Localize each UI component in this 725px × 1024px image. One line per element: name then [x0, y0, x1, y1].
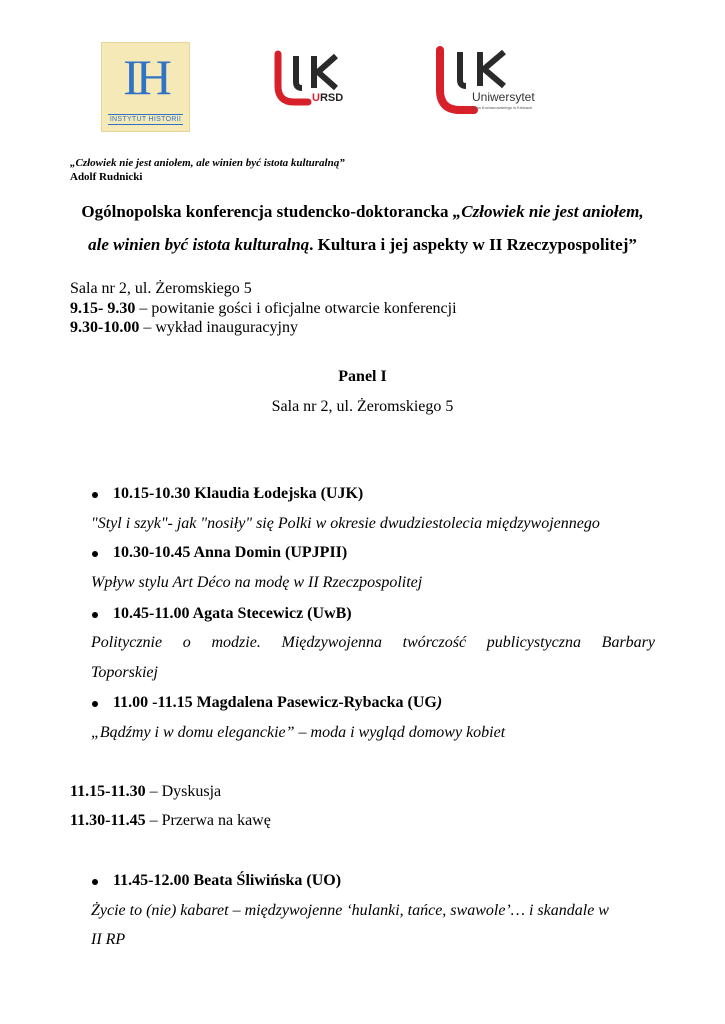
ih-caption: INSTYTUT HISTORII: [109, 116, 182, 123]
opening-time: 9.15- 9.30: [70, 300, 136, 317]
ursd-rest: RSD: [319, 92, 344, 104]
institute-of-history-logo: [101, 42, 190, 132]
break-time: 11.15-11.30: [70, 783, 146, 800]
panel-heading: Panel I: [338, 368, 387, 385]
title-word: twórczość: [402, 634, 467, 651]
schedule-break: [70, 783, 221, 801]
bullet-icon: [92, 879, 98, 885]
break-text: – Przerwa na kawę: [145, 812, 271, 829]
talk-title-line-1: [91, 634, 655, 652]
title-italic-part-2: ale winien być istota kulturalną: [88, 235, 310, 254]
conference-title-line-2: [0, 235, 725, 255]
talk-header: 10.30-10.45 Anna Domin (UPJPII): [113, 544, 348, 561]
university-logo: [434, 46, 536, 118]
title-plain-part-2: . Kultura i jej aspekty w II Rzeczypospolitej”: [309, 235, 637, 254]
title-word: Politycznie: [91, 634, 163, 651]
talk-title-line-1: Życie to (nie) kabaret – międzywojenne ‘hulanki, tańce, swawole’… i skandale w: [91, 902, 609, 919]
talk-title: „Bądźmy i w domu eleganckie” – moda i wygląd domowy kobiet: [91, 724, 506, 741]
title-word: Barbary: [601, 634, 655, 651]
title-plain-part: Ogólnopolska konferencja studencko-doktorancka: [81, 202, 453, 221]
title-word: Międzywojenna: [281, 634, 382, 651]
opening-item: [70, 319, 298, 337]
motto-quote: „Człowiek nie jest aniołem, ale winien być istota kulturalną”: [70, 157, 345, 169]
title-italic-part: „Człowiek nie jest aniołem,: [452, 202, 644, 221]
opening-text: – powitanie gości i oficjalne otwarcie konferencji: [135, 300, 457, 317]
title-word: publicystyczna: [486, 634, 581, 651]
bullet-icon: [92, 701, 98, 707]
opening-venue: Sala nr 2, ul. Żeromskiego 5: [70, 280, 252, 297]
university-sublabel: Jana Kochanowskiego w Kielcach: [472, 105, 533, 110]
talk-header: 11.45-12.00 Beata Śliwińska (UO): [113, 872, 342, 889]
ih-monogram: IH: [123, 49, 168, 105]
conference-title-line-1: [0, 202, 725, 222]
break-text: – Dyskusja: [145, 783, 222, 800]
opening-time: 9.30-10.00: [70, 319, 140, 336]
bullet-icon: [92, 551, 98, 557]
title-word: o: [182, 634, 191, 651]
panel-venue: Sala nr 2, ul. Żeromskiego 5: [271, 398, 454, 415]
ursd-logo: [274, 50, 356, 108]
title-word: modzie.: [211, 634, 261, 651]
bullet-icon: [92, 492, 98, 498]
break-time: 11.30-11.45: [70, 812, 146, 829]
talk-header: 10.45-11.00 Agata Stecewicz (UwB): [113, 605, 352, 622]
ursd-label: URSD: [312, 92, 344, 104]
talk-header: 10.15-10.30 Klaudia Łodejska (UJK): [113, 485, 364, 502]
talk-header: [113, 694, 442, 712]
motto-author: Adolf Rudnicki: [70, 171, 143, 183]
talk-header-text: 11.00 -11.15 Magdalena Pasewicz-Rybacka (UG: [113, 694, 437, 711]
bullet-icon: [92, 612, 98, 618]
talk-title-line-2: Toporskiej: [91, 664, 158, 681]
university-label: Uniwersytet: [472, 90, 535, 104]
talk-header-paren: ): [436, 694, 443, 711]
talk-title-line-2: II RP: [91, 931, 126, 948]
schedule-break: [70, 812, 271, 830]
opening-item: [70, 300, 457, 318]
opening-text: – wykład inauguracyjny: [139, 319, 298, 336]
talk-title: "Styl i szyk"- jak "nosiły" się Polki w okresie dwudziestolecia międzywojennego: [91, 515, 600, 532]
talk-title: Wpływ stylu Art Déco na modę w II Rzeczpospolitej: [91, 574, 423, 591]
